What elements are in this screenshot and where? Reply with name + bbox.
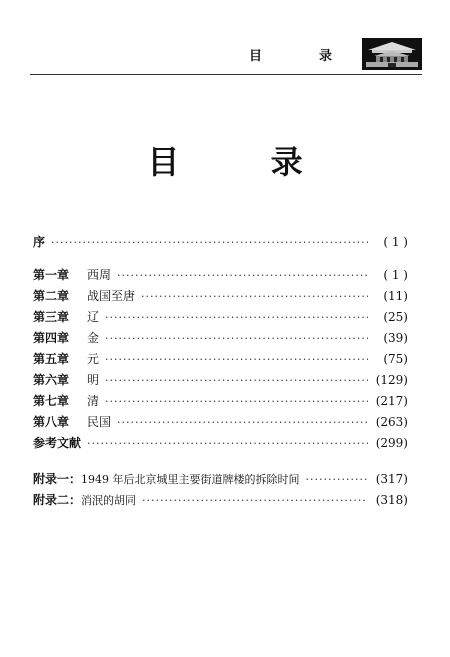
toc-label: 序 [33, 235, 46, 249]
toc-row-chapter[interactable] [33, 328, 408, 349]
leader-dots [105, 307, 368, 328]
chapter-number: 第二章 [33, 289, 70, 303]
appendix-title: 消泯的胡同 [81, 494, 137, 507]
page-title: 目 录 [147, 143, 343, 181]
table-of-contents [33, 232, 408, 511]
toc-row-references[interactable] [33, 433, 408, 454]
chapter-number: 第七章 [33, 394, 70, 408]
running-head-title: 目 录 [248, 48, 354, 64]
toc-row-chapter[interactable] [33, 349, 408, 370]
toc-row-chapter[interactable] [33, 412, 408, 433]
toc-page-number: (11) [383, 289, 408, 303]
leader-dots [141, 286, 368, 307]
chapter-title: 战国至唐 [87, 289, 136, 303]
leader-dots [105, 370, 368, 391]
leader-dots [117, 265, 368, 286]
leader-dots [105, 328, 368, 349]
chapter-number: 第八章 [33, 415, 70, 429]
appendix-label: 附录一： [33, 472, 82, 486]
toc-page-number: (25) [383, 310, 408, 324]
toc-row-preface[interactable] [33, 232, 408, 253]
toc-row-chapter[interactable] [33, 370, 408, 391]
leader-dots [105, 349, 368, 370]
toc-page-number: (217) [375, 394, 408, 408]
leader-dots [306, 469, 368, 490]
toc-row-chapter[interactable] [33, 391, 408, 412]
toc-page-number: (318) [375, 493, 408, 507]
leader-dots [142, 490, 368, 511]
leader-dots [105, 391, 368, 412]
toc-page-number: (299) [375, 436, 408, 450]
toc-page-number: ( 1 ) [383, 268, 408, 282]
leader-dots [117, 412, 368, 433]
chapter-number: 第五章 [33, 352, 70, 366]
chapter-title: 辽 [87, 310, 100, 324]
toc-page-number: (129) [375, 373, 408, 387]
toc-label: 参考文献 [33, 436, 82, 450]
toc-row-appendix[interactable] [33, 490, 408, 511]
gate-tower-emblem-icon [362, 38, 422, 70]
chapter-title: 元 [87, 352, 100, 366]
chapter-number: 第四章 [33, 331, 70, 345]
leader-dots [51, 232, 368, 253]
chapter-title: 明 [87, 373, 100, 387]
chapter-title: 金 [87, 331, 100, 345]
chapter-title: 民国 [87, 415, 112, 429]
toc-row-appendix[interactable] [33, 469, 408, 490]
toc-page-number: ( 1 ) [383, 235, 408, 249]
toc-page-number: (75) [383, 352, 408, 366]
chapter-title: 清 [87, 394, 100, 408]
appendix-label: 附录二： [33, 493, 82, 507]
toc-row-chapter[interactable] [33, 307, 408, 328]
running-head [249, 38, 422, 70]
toc-page-number: (263) [375, 415, 408, 429]
toc-page-number: (317) [375, 472, 408, 486]
toc-page-number: (39) [383, 331, 408, 345]
chapter-title: 西周 [87, 268, 112, 282]
leader-dots [87, 433, 368, 454]
toc-row-chapter[interactable] [33, 286, 408, 307]
header-rule [30, 74, 422, 75]
chapter-number: 第三章 [33, 310, 70, 324]
chapter-number: 第六章 [33, 373, 70, 387]
chapter-number: 第一章 [33, 268, 70, 282]
appendix-title: 1949 年后北京城里主要街道牌楼的拆除时间 [81, 473, 300, 486]
toc-row-chapter[interactable] [33, 265, 408, 286]
